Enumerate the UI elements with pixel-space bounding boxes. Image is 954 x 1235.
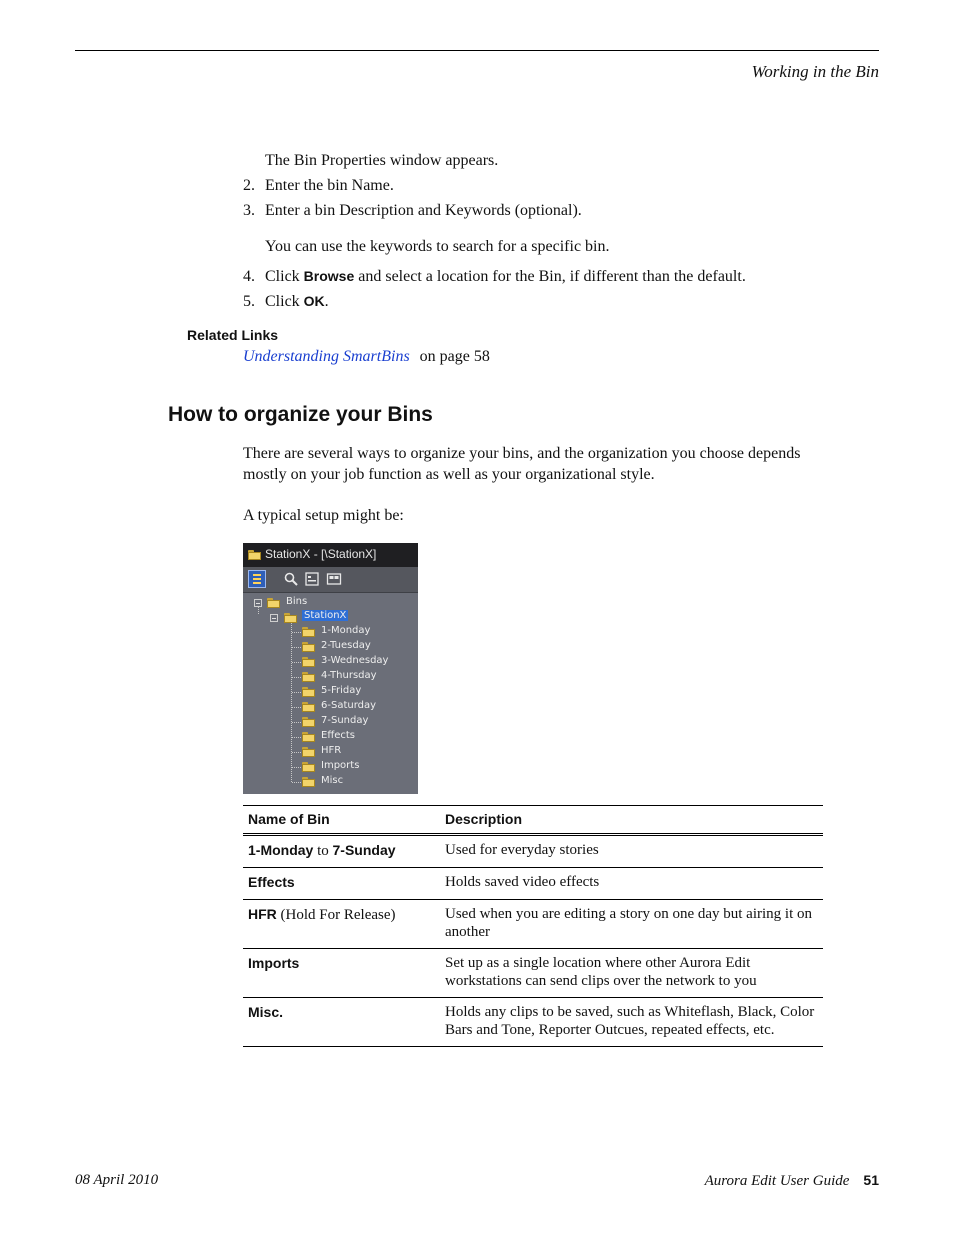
- step-4: [243, 268, 746, 286]
- bin-description-cell: Used for everyday stories: [440, 835, 823, 868]
- step-number: 3.: [243, 202, 255, 219]
- folder-icon: [302, 642, 315, 652]
- tree-item-folder[interactable]: 5-Friday: [321, 685, 362, 696]
- tree-connector: [292, 707, 301, 708]
- bin-name-cell: [243, 868, 440, 900]
- bin-name: HFR: [248, 906, 277, 922]
- tree-item-folder[interactable]: 3-Wednesday: [321, 655, 389, 666]
- column-header-description: Description: [440, 806, 823, 835]
- related-links-heading: Related Links: [187, 327, 279, 343]
- step-number: 2.: [243, 177, 255, 194]
- section-title: How to organize your Bins: [168, 403, 433, 426]
- footer-guide-info: [705, 1172, 879, 1190]
- thumbnail-view-icon[interactable]: [326, 571, 342, 587]
- bin-name: Imports: [248, 955, 300, 971]
- bin-description-cell: Holds saved video effects: [440, 868, 823, 900]
- step-text: Enter the bin Name.: [265, 177, 394, 194]
- section-paragraph: There are several ways to organize your bins, and the organization you choose depends mostly on your job function as well as your organizational style.: [243, 445, 801, 483]
- tree-connector: [292, 722, 301, 723]
- tree-item-folder[interactable]: 1-Monday: [321, 625, 371, 636]
- tree-item-stationx[interactable]: StationX: [304, 610, 347, 621]
- table-row: [243, 868, 823, 900]
- step-text-pre: Click: [265, 268, 304, 285]
- bin-name: Effects: [248, 874, 295, 890]
- folder-icon: [267, 598, 280, 608]
- tree-item-folder[interactable]: 4-Thursday: [321, 670, 377, 681]
- step-2: [243, 177, 394, 195]
- tree-connector: [258, 607, 259, 614]
- header-rule: [75, 50, 879, 51]
- collapse-stationx-toggle[interactable]: [270, 614, 278, 622]
- folder-icon: [284, 613, 297, 623]
- ok-ui-label: OK: [303, 293, 325, 309]
- bin-name-cell: [243, 998, 440, 1047]
- step-5: [243, 293, 329, 311]
- column-header-name: Name of Bin: [243, 806, 440, 835]
- folder-icon: [302, 717, 315, 727]
- table-row: [243, 900, 823, 949]
- understanding-smartbins-link[interactable]: Understanding SmartBins: [243, 348, 410, 365]
- tree-connector: [292, 737, 301, 738]
- browse-ui-label: Browse: [303, 268, 355, 284]
- folder-icon: [302, 702, 315, 712]
- page-reference: on page 58: [419, 348, 490, 365]
- folder-icon: [302, 672, 315, 682]
- tree-connector: [292, 677, 301, 678]
- running-header: Working in the Bin: [751, 62, 879, 81]
- tree-item-folder[interactable]: 2-Tuesday: [321, 640, 371, 651]
- bin-description-cell: Set up as a single location where other Aurora Edit workstations can send clips over the network to you: [440, 949, 823, 998]
- bin-name-cell: [243, 949, 440, 998]
- step-text: Enter a bin Description and Keywords (optional).: [265, 202, 582, 219]
- tree-connector: [292, 662, 301, 663]
- step-3-note: You can use the keywords to search for a specific bin.: [265, 238, 610, 255]
- tree-connector: [292, 767, 301, 768]
- bin-description-cell: Used when you are editing a story on one day but airing it on another: [440, 900, 823, 949]
- search-icon[interactable]: [283, 571, 299, 587]
- step-text-post: .: [324, 293, 329, 310]
- bin-name-cell: [243, 835, 440, 868]
- tree-item-folder[interactable]: 6-Saturday: [321, 700, 377, 711]
- footer-guide-title: Aurora Edit User Guide: [704, 1173, 850, 1189]
- properties-icon[interactable]: [304, 571, 320, 587]
- tree-item-folder[interactable]: Imports: [321, 760, 360, 771]
- table-header-row: [243, 806, 823, 835]
- tree-connector: [292, 632, 301, 633]
- table-row: [243, 949, 823, 998]
- step-3: [243, 202, 582, 220]
- bin-description-cell: Holds any clips to be saved, such as Whiteflash, Black, Color Bars and Tone, Reporter Outcues, repeated effects, etc.: [440, 998, 823, 1047]
- related-link-row: [243, 348, 490, 366]
- tree-connector: [292, 752, 301, 753]
- tree-connector: [292, 692, 301, 693]
- bin-tree-screenshot: [243, 543, 418, 794]
- bin-list-icon[interactable]: [248, 570, 266, 588]
- folder-icon: [248, 550, 261, 560]
- bin-name: 7-Sunday: [332, 842, 396, 858]
- step-text-pre: Click: [265, 293, 304, 310]
- window-title: StationX - [\StationX]: [265, 547, 377, 561]
- folder-icon: [302, 627, 315, 637]
- bin-table: [243, 805, 823, 1047]
- bin-name-connector: to: [313, 843, 333, 859]
- folder-icon: [302, 762, 315, 772]
- bin-name-expansion: (Hold For Release): [276, 907, 396, 923]
- folder-icon: [302, 687, 315, 697]
- page-number: 51: [863, 1172, 879, 1188]
- tree-item-bins[interactable]: Bins: [286, 596, 308, 607]
- step-number: 5.: [243, 293, 255, 310]
- table-row: [243, 835, 823, 868]
- folder-icon: [302, 777, 315, 787]
- tree-connector: [292, 647, 301, 648]
- bin-name-cell: [243, 900, 440, 949]
- window-title-bar: [243, 543, 418, 567]
- folder-icon: [302, 732, 315, 742]
- bin-name: 1-Monday: [248, 842, 314, 858]
- step-1-result: The Bin Properties window appears.: [265, 152, 499, 169]
- bin-name: Misc.: [248, 1004, 284, 1020]
- section-lead-in: A typical setup might be:: [243, 507, 404, 524]
- folder-icon: [302, 747, 315, 757]
- tree-item-folder[interactable]: 7-Sunday: [321, 715, 369, 726]
- folder-icon: [302, 657, 315, 667]
- tree-item-folder[interactable]: HFR: [321, 745, 342, 756]
- step-number: 4.: [243, 268, 255, 285]
- bin-toolbar: [243, 567, 418, 593]
- table-row: [243, 998, 823, 1047]
- tree-item-folder[interactable]: Effects: [321, 730, 355, 741]
- tree-item-folder[interactable]: Misc: [321, 775, 344, 786]
- step-text-post: and select a location for the Bin, if different than the default.: [354, 268, 746, 285]
- collapse-bins-toggle[interactable]: [254, 599, 262, 607]
- footer-date: 08 April 2010: [75, 1172, 159, 1188]
- tree-connector: [292, 782, 301, 783]
